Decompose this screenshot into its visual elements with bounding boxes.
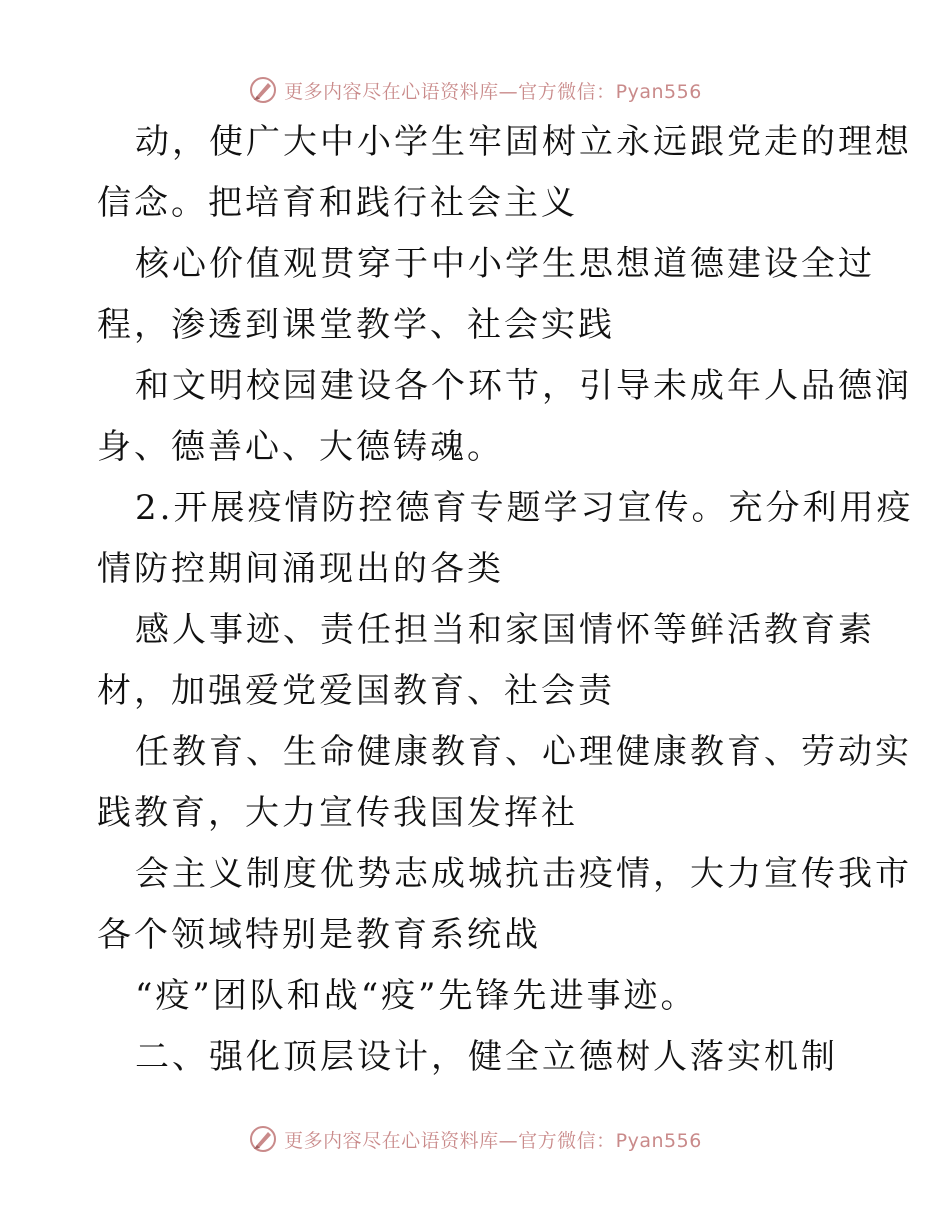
pen-logo-icon — [248, 75, 278, 105]
text-line: 感人事迹、责任担当和家国情怀等鲜活教育素 — [135, 610, 875, 650]
text-line: 任教育、生命健康教育、心理健康教育、劳动实 — [135, 732, 912, 772]
text-line: 核心价值观贯穿于中小学生思想道德建设全过 — [135, 244, 875, 284]
text-line: 材，加强爱党爱国教育、社会责 — [97, 671, 615, 711]
text-line: 身、德善心、大德铸魂。 — [97, 427, 504, 467]
text-line: 信念。把培育和践行社会主义 — [97, 183, 578, 223]
text-line: 会主义制度优势志成城抗击疫情，大力宣传我市 — [135, 854, 912, 894]
text-line: 情防控期间涌现出的各类 — [97, 549, 504, 589]
text-line: 各个领域特别是教育系统战 — [97, 915, 541, 955]
text-line: 2.开展疫情防控德育专题学习宣传。充分利用疫 — [135, 488, 914, 528]
section-heading: 二、强化顶层设计，健全立德树人落实机制 — [135, 1037, 838, 1077]
watermark-text: 更多内容尽在心语资料库—官方微信：Pyan556 — [284, 1129, 702, 1152]
text-line: 和文明校园建设各个环节，引导未成年人品德润 — [135, 366, 912, 406]
watermark-text: 更多内容尽在心语资料库—官方微信：Pyan556 — [284, 80, 702, 103]
footer-watermark — [0, 1119, 950, 1159]
text-line: “疫”团队和战“疫”先锋先进事迹。 — [135, 976, 698, 1016]
pen-logo-icon — [248, 1124, 278, 1154]
text-line: 程，渗透到课堂教学、社会实践 — [97, 305, 615, 345]
header-watermark — [0, 70, 950, 110]
text-line: 践教育，大力宣传我国发挥社 — [97, 793, 578, 833]
text-line: 动，使广大中小学生牢固树立永远跟党走的理想 — [135, 122, 912, 162]
